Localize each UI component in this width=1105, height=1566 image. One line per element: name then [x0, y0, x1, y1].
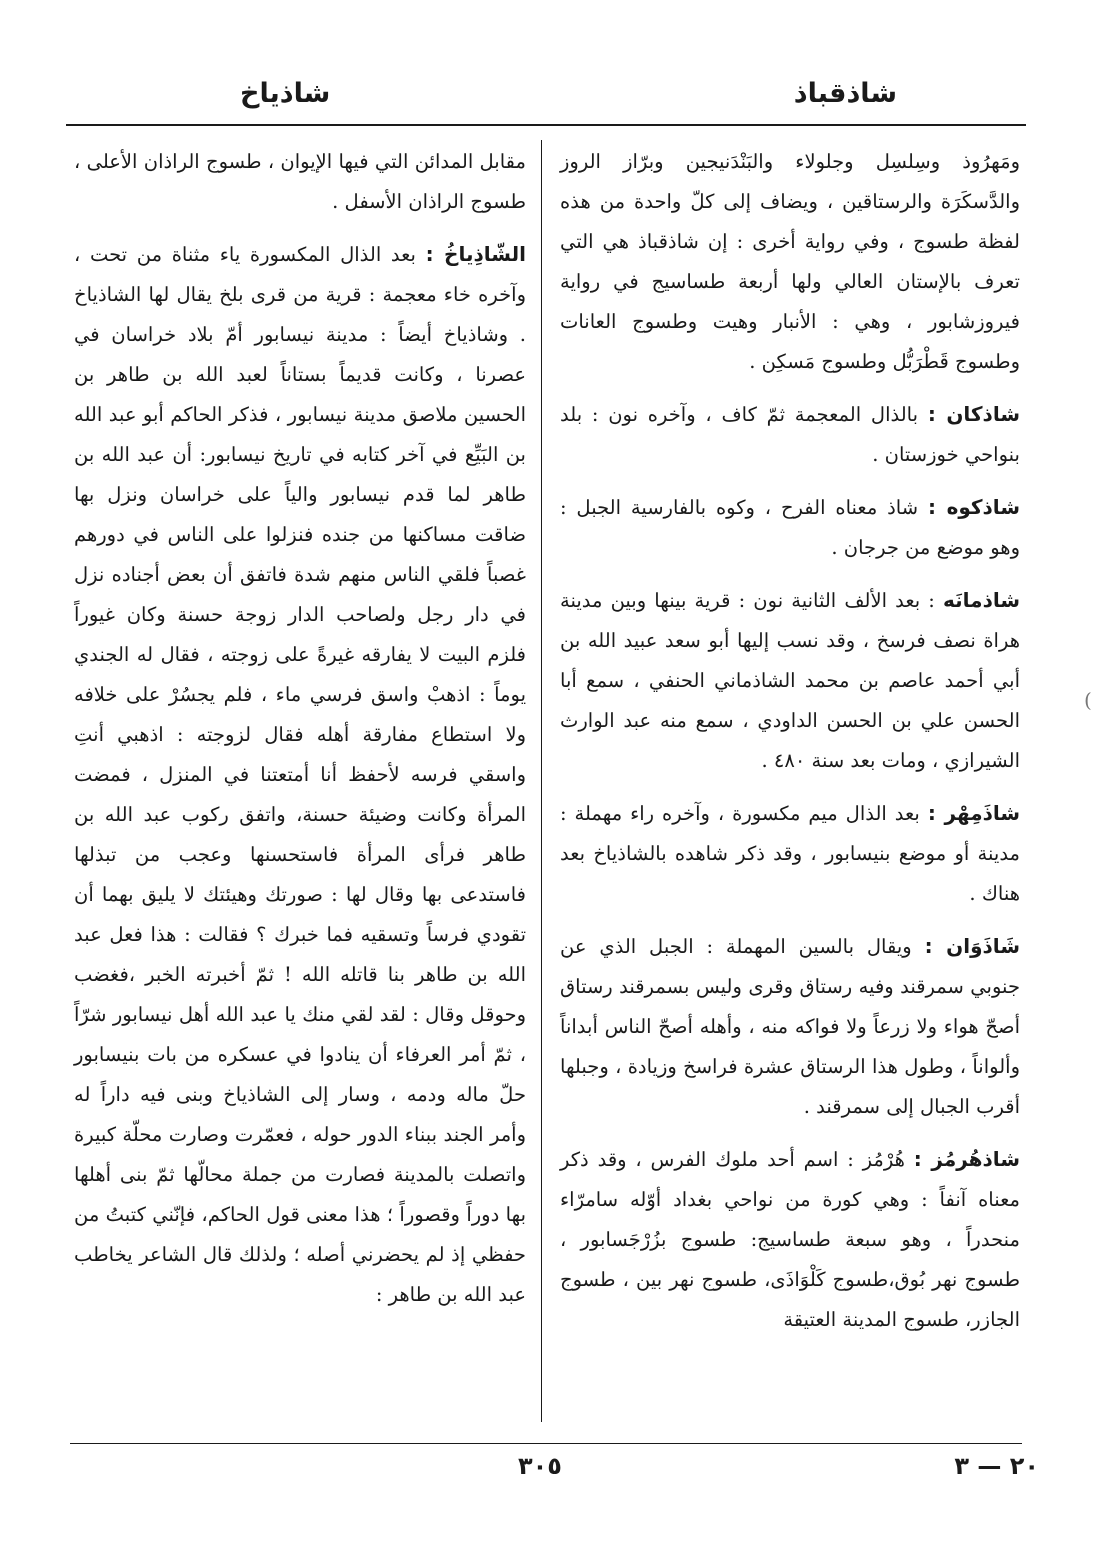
entry-text: بعد الذال المكسورة ياء مثناة من تحت ، وآخره خاء معجمة : قرية من قرى بلخ يقال لها الشاذياخ . وشاذياخ أيضاً : مدينة نيسابور أمّ بلاد خراسان في عصرنا ، وكانت قديماً بستاناً لعبد الله بن طاهر بن الحسين ملاصق مدينة نيسابور ، فذكر الحاكم أبو عبد الله بن البَيِّع في آخر كتابه في تاريخ نيسابور: أن عبد الله بن طاهر لما قدم نيسابور والياً على خراسان ونزل بها ضاقت مساكنها من جنده فنزلوا على الناس في دورهم غصباً فلقي الناس منهم شدة فاتفق أن بعض أجناده نزل في دار رجل ولصاحب الدار زوجة حسنة وكان غيوراً فلزم البيت لا يفارقه غيرةً على زوجته ، فقال له الجندي يوماً : اذهبْ واسق فرسي ماء ، فلم يجسُرْ على خلافه ولا استطاع مفارقة أهله فقال لزوجته : اذهبي أنتِ واسقي فرسه لأحفظ أنا أمتعتنا في المنزل ، فمضت المرأة وكانت وضيئة حسنة، واتفق ركوب عبد الله بن طاهر فرأى المرأة فاستحسنها وعجب من تبذلها فاستدعى بها وقال لها : صورتك وهيئتك لا يليق بهما أن تقودي فرساً وتسقيه فما خبرك ؟ فقالت : هذا فعل عبد الله بن طاهر بنا قاتله الله ! ثمّ أخبرته الخبر ،فغضب وحوقل وقال : لقد لقي منك يا عبد الله أهل نيسابور شرّاً ، ثمّ أمر العرفاء أن ينادوا في عسكره من بات بنيسابور حلّ ماله ودمه ، وسار إلى الشاذياخ وبنى فيه داراً له وأمر الجند ببناء الدور حوله ، فعمّرت وصارت محلّة كبيرة واتصلت بالمدينة فصارت من جملة محالّها ثمّ بنى أهلها بها دوراً وقصوراً ؛ هذا معنى قول الحاكم، فإنّني كتبتُ من حفظي إذ لم يحضرني أصله ؛ ولذلك قال الشاعر يخاطب عبد الله بن طاهر :	[74, 243, 526, 1306]
footer-rule	[70, 1443, 1022, 1444]
left-column-intro: مقابل المدائن التي فيها الإيوان ، طسوج الراذان الأعلى ، طسوج الراذان الأسفل .	[74, 150, 526, 213]
entry-shadhhurmuz	[560, 1139, 1020, 1340]
entry-headword: شاذمانَه	[943, 588, 1021, 612]
entry-text: بالذال المعجمة ثمّ كاف ، وآخره نون : بلد بنواحي خوزستان .	[560, 403, 1020, 466]
entry-headword: شاذهُرمُز :	[913, 1147, 1020, 1171]
right-column-intro: ومَهرُوذ وسِلسِل وجلولاء والبَنْدَنيجين وبرّاز الروز والدَّسكَرَة والرستاقين ، ويضاف إلى كلّ واحدة من هذه لفظة طسوج ، وفي رواية أخرى : إن شاذقباذ هي التي تعرف بالإستان العالي ولها أربعة طساسيج في رواية فيروزشابور ، وهي : الأنبار وهيت وطسوج العانات وطسوج قَطْرَبُّل وطسوج مَسكِن .	[560, 150, 1020, 373]
entry-text: بعد الذال ميم مكسورة ، وآخره راء مهملة : مدينة أو موضع بنيسابور ، وقد ذكر شاهده بالشاذياخ بعد هناك .	[560, 802, 1020, 905]
entry-headword: الشّاذِياخُ :	[425, 242, 526, 266]
entry-shadhiyakh	[74, 234, 526, 1315]
entry-shadhkuh	[560, 487, 1020, 568]
entry-shadhmanah	[560, 580, 1020, 781]
entry-shadhawan	[560, 926, 1020, 1127]
running-head-left: شاذياخ	[240, 78, 331, 109]
entry-headword: شاذَمِهْر :	[927, 801, 1021, 825]
entry-shadhkan	[560, 394, 1020, 475]
signature-mark: ٢٠ — ٣	[954, 1452, 1039, 1480]
entry-text: شاذ معناه الفرح ، وكوه بالفارسية الجبل : وهو موضع من جرجان .	[560, 496, 1020, 559]
entry-text: ويقال بالسين المهملة : الجبل الذي عن جنوبي سمرقند وفيه رستاق وقرى وليس بسمرقند رستاق أصحّ هواء ولا زرعاً ولا فواكه منه ، وأهله أصحّ الناس أبداناً وألواناً ، وطول هذا الرستاق عشرة فراسخ وزيادة ، وجبلها أقرب الجبال إلى سمرقند .	[560, 935, 1020, 1118]
header-rule	[66, 124, 1026, 126]
entry-headword: شاذكوه :	[927, 495, 1020, 519]
entry-shadhmihr	[560, 793, 1020, 914]
margin-mark: (	[1084, 688, 1092, 712]
entry-headword: شاذكان :	[927, 402, 1020, 426]
right-column	[560, 142, 1020, 1352]
entry-headword: شَاذَوَان :	[924, 934, 1020, 958]
column-divider	[541, 140, 542, 1422]
entry-text: هُرْمُز : اسم أحد ملوك الفرس ، وقد ذكر معناه آنفاً : وهي كورة من نواحي بغداد أوّله سامرّاء منحدراً ، وهو سبعة طساسيج: طسوج بزُرْجَسابور ، طسوج نهر بُوق،طسوج كَلْوَاذَى، طسوج نهر بين ، طسوج الجازر، طسوج المدينة العتيقة	[560, 1148, 1020, 1331]
entry-text: : بعد الألف الثانية نون : قرية بينها وبين مدينة هراة نصف فرسخ ، وقد نسب إليها أبو سعد عبيد الله بن أبي أحمد عاصم بن محمد الشاذماني الحنفي ، سمع أبا الحسن علي بن الحسن الداودي ، سمع منه عبد الوارث الشيرازي ، ومات بعد سنة ٤٨٠ .	[560, 589, 1020, 772]
left-column	[74, 142, 526, 1315]
running-head-right: شاذقباذ	[793, 78, 897, 109]
page-number: ٣٠٥	[518, 1452, 562, 1480]
